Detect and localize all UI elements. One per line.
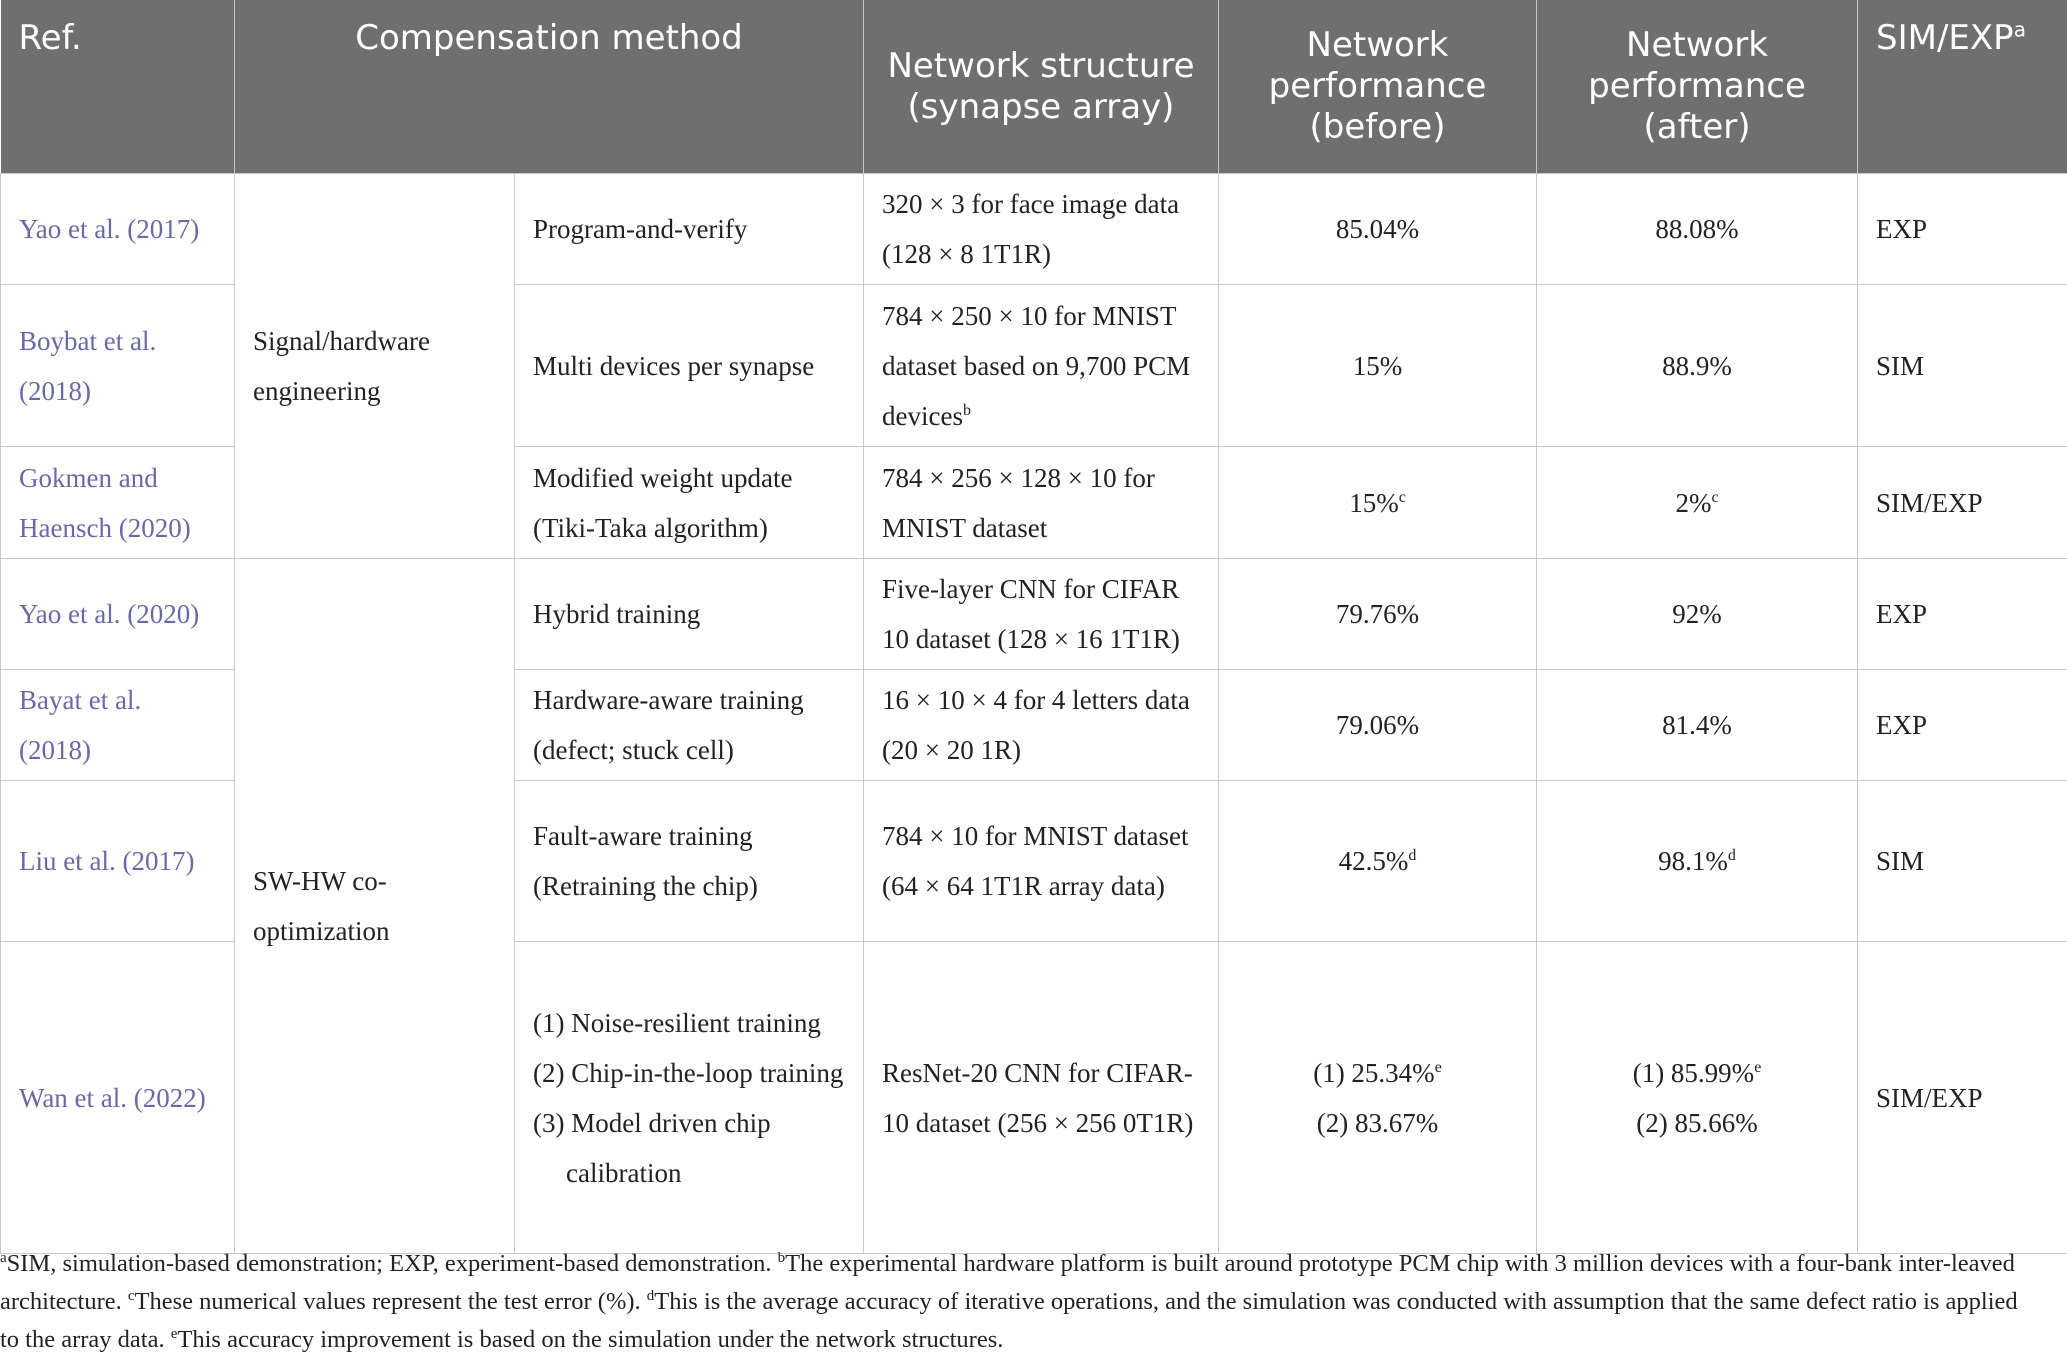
footnote-c: These numerical values represent the test error (%). <box>134 1288 647 1315</box>
table-footnotes <box>0 1245 2040 1359</box>
before-value-1 <box>1237 1048 1518 1098</box>
structure-cell: ResNet-20 CNN for CIFAR-10 dataset (256 × 256 0T1R) <box>864 942 1219 1254</box>
simexp-cell: EXP <box>1858 670 2067 781</box>
ref-link[interactable]: Wan et al. (2022) <box>1 942 235 1254</box>
footnote-c-mark: c <box>127 1287 135 1304</box>
table-row <box>1 559 2067 670</box>
before-text: 15% <box>1349 487 1399 518</box>
footnote-mark: e <box>1754 1058 1762 1076</box>
simexp-cell: SIM <box>1858 285 2067 447</box>
method-cell: Multi devices per synapse <box>515 285 864 447</box>
after-value-1 <box>1555 1048 1839 1098</box>
structure-text: 784 × 250 × 10 for MNIST dataset based on 9,700 PCM devices <box>882 300 1191 431</box>
table-row <box>1 174 2067 285</box>
before-cell <box>1219 781 1537 942</box>
header-after: Network performance (after) <box>1537 0 1858 174</box>
simexp-cell: SIM/EXP <box>1858 447 2067 559</box>
after-cell: 81.4% <box>1537 670 1858 781</box>
after-cell <box>1537 447 1858 559</box>
method-cell: Fault-aware training (Retraining the chip) <box>515 781 864 942</box>
ref-link[interactable]: Bayat et al. (2018) <box>1 670 235 781</box>
footnote-e-mark: e <box>170 1325 178 1342</box>
method-list-item: (1) Noise-resilient training <box>533 1007 821 1038</box>
header-structure: Network structure (synapse array) <box>864 0 1219 174</box>
simexp-cell: SIM <box>1858 781 2067 942</box>
ref-link[interactable]: Gokmen and Haensch (2020) <box>1 447 235 559</box>
ref-link[interactable]: Boybat et al. (2018) <box>1 285 235 447</box>
header-simexp-note: a <box>2013 17 2026 42</box>
footnote-mark: e <box>1434 1058 1442 1076</box>
method-list-cell <box>515 942 864 1254</box>
header-before: Network performance (before) <box>1219 0 1537 174</box>
before-cell: 85.04% <box>1219 174 1537 285</box>
ref-link[interactable]: Yao et al. (2020) <box>1 559 235 670</box>
footnote-mark: b <box>962 401 971 419</box>
header-ref: Ref. <box>1 0 235 174</box>
footnote-b-mark: b <box>777 1249 786 1266</box>
footnote-mark: d <box>1408 847 1417 864</box>
footnote-a: SIM, simulation-based demonstration; EXP, experiment-based demonstration. <box>6 1250 778 1277</box>
group-signal-hardware: Signal/hardware engineering <box>235 174 515 559</box>
simexp-cell: EXP <box>1858 559 2067 670</box>
header-row <box>1 0 2067 174</box>
structure-cell <box>864 285 1219 447</box>
header-simexp <box>1858 0 2067 174</box>
before-cell <box>1219 942 1537 1254</box>
before-cell <box>1219 447 1537 559</box>
structure-cell: Five-layer CNN for CIFAR 10 dataset (128 × 16 1T1R) <box>864 559 1219 670</box>
group-sw-hw: SW-HW co-optimization <box>235 559 515 1254</box>
footnote-a-mark: a <box>0 1249 7 1266</box>
structure-cell: 320 × 3 for face image data (128 × 8 1T1R) <box>864 174 1219 285</box>
after-text: 98.1% <box>1658 846 1728 876</box>
method-list-item: (3) Model driven chip calibration <box>533 1107 771 1188</box>
before-text: 42.5% <box>1338 846 1409 876</box>
after-cell <box>1537 942 1858 1254</box>
footnote-mark: c <box>1711 488 1719 506</box>
header-method: Compensation method <box>235 0 864 174</box>
header-simexp-label: SIM/EXP <box>1876 18 2014 58</box>
structure-cell: 784 × 10 for MNIST dataset (64 × 64 1T1R array data) <box>864 781 1219 942</box>
before-value-2: (2) 83.67% <box>1316 1107 1439 1138</box>
footnote-d-mark: d <box>646 1287 655 1304</box>
before-cell: 79.06% <box>1219 670 1537 781</box>
ref-link[interactable]: Yao et al. (2017) <box>1 174 235 285</box>
method-cell: Hardware-aware training (defect; stuck cell) <box>515 670 864 781</box>
structure-cell: 16 × 10 × 4 for 4 letters data (20 × 20 1R) <box>864 670 1219 781</box>
footnote-mark: c <box>1398 488 1406 506</box>
footnote-b: The experimental hardware platform is built around prototype PCM chip with 3 million devices with a four-bank inter-leaved architecture. <box>0 1250 2015 1315</box>
before-cell: 15% <box>1219 285 1537 447</box>
footnote-d: This is the average accuracy of iterative operations, and the simulation was conducted with assumption that the same defect ratio is applied to the array data. <box>0 1288 2018 1353</box>
before-text: (1) 25.34% <box>1313 1057 1435 1088</box>
after-cell: 88.08% <box>1537 174 1858 285</box>
after-value-2: (2) 85.66% <box>1636 1107 1758 1138</box>
before-cell: 79.76% <box>1219 559 1537 670</box>
method-list-item: (2) Chip-in-the-loop training <box>533 1057 844 1088</box>
after-cell: 92% <box>1537 559 1858 670</box>
footnote-e: This accuracy improvement is based on the simulation under the network structures. <box>177 1326 1004 1353</box>
simexp-cell: EXP <box>1858 174 2067 285</box>
after-cell <box>1537 781 1858 942</box>
method-cell: Program-and-verify <box>515 174 864 285</box>
method-cell: Modified weight update (Tiki-Taka algorithm) <box>515 447 864 559</box>
after-text: 2% <box>1675 487 1712 518</box>
after-text: (1) 85.99% <box>1632 1057 1755 1088</box>
after-cell: 88.9% <box>1537 285 1858 447</box>
footnote-mark: d <box>1727 847 1736 864</box>
ref-link[interactable]: Liu et al. (2017) <box>1 781 235 942</box>
simexp-cell: SIM/EXP <box>1858 942 2067 1254</box>
structure-cell: 784 × 256 × 128 × 10 for MNIST dataset <box>864 447 1219 559</box>
method-cell: Hybrid training <box>515 559 864 670</box>
